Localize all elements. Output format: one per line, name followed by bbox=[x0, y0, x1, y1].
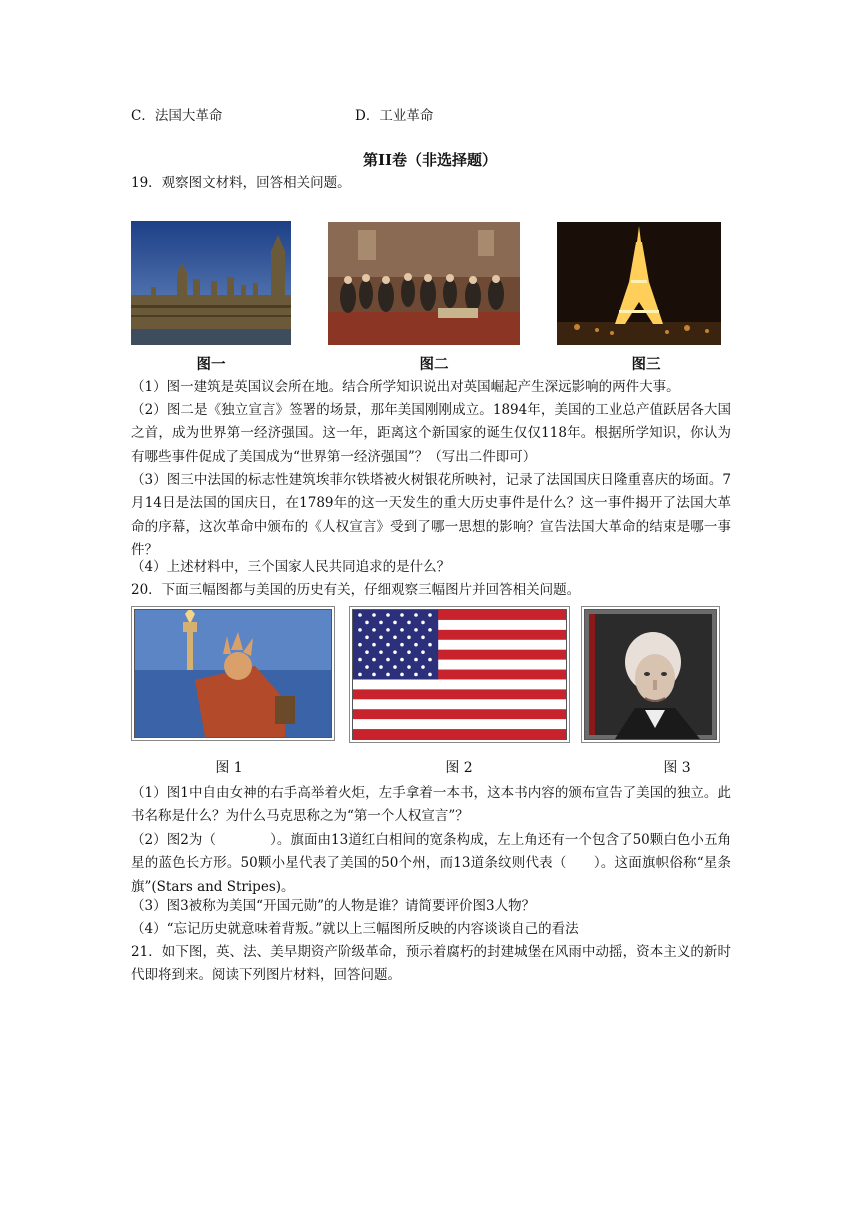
question-20-part-4: （4）“忘记历史就意味着背叛。”就以上三幅图所反映的内容谈谈自己的看法 bbox=[131, 921, 579, 937]
question-19-part-4: （4）上述材料中，三个国家人民共同追求的是什么？ bbox=[131, 559, 451, 575]
figure-caption-2: 图二 bbox=[419, 357, 449, 373]
question-20-part-1: （1）图1中自由女神的右手高举着火炬，左手拿着一本书，这本书内容的颁布宣告了美国的独立。此书名称是什么？为什么马克思称之为“第一个人权宣言”？ bbox=[131, 785, 731, 825]
question-21-stem: 21．如下图，英、法、美早期资产阶级革命，预示着腐朽的封建城堡在风雨中动摇，资本主义的新时代即将到来。阅读下列图片材料，回答问题。 bbox=[131, 944, 731, 984]
question-19-part-1: （1）图一建筑是英国议会所在地。结合所学知识说出对英国崛起产生深远影响的两件大事。 bbox=[131, 379, 680, 395]
question-20-part-2: （2）图2为（ ）。旗面由13道红白相间的宽条构成，左上角还有一个包含了50颗白色小五角星的蓝色长方形。50颗小星代表了美国的50个州，而13道条纹则代表（ ）。这面旗帜俗称“星条旗”(Stars and Stripes)。 bbox=[131, 832, 731, 895]
section-title: 第II卷（非选择题） bbox=[362, 151, 498, 169]
eiffel-tower-night-photo bbox=[557, 222, 721, 345]
option-c: C．法国大革命 bbox=[131, 108, 223, 124]
question-19-part-2: （2）图二是《独立宣言》签署的场景，那年美国刚刚成立。1894年，美国的工业总产值跃居各大国之首，成为世界第一经济强国。这一年，距离这个新国家的诞生仅仅118年。根据所学知识，你认为有哪些事件促成了美国成为“世界第一经济强国”？（写出二件即可） bbox=[131, 402, 731, 465]
declaration-signing-painting bbox=[328, 222, 520, 345]
us-flag-image bbox=[352, 609, 567, 740]
figure-caption-2: 图 2 bbox=[445, 760, 473, 776]
question-20-part-3: （3）图3被称为美国“开国元勋”的人物是谁？请简要评价图3人物？ bbox=[131, 898, 536, 914]
question-19-part-3: （3）图三中法国的标志性建筑埃菲尔铁塔被火树银花所映衬，记录了法国国庆日隆重喜庆的场面。7月14日是法国的国庆日，在1789年的这一天发生的重大历史事件是什么？这一事件揭开了法国大革命的序幕，这次革命中颁布的《人权宣言》受到了哪一思想的影响？宣告法国大革命的结束是哪一事件？ bbox=[131, 472, 731, 559]
figure-caption-1: 图一 bbox=[196, 357, 226, 373]
statue-of-liberty-photo bbox=[134, 609, 332, 738]
houses-of-parliament-photo bbox=[131, 221, 291, 345]
question-19-stem: 19．观察图文材料，回答相关问题。 bbox=[131, 175, 351, 191]
figure-caption-3: 图 3 bbox=[663, 760, 691, 776]
question-20-stem: 20．下面三幅图都与美国的历史有关，仔细观察三幅图片并回答相关问题。 bbox=[131, 582, 581, 598]
figure-caption-1: 图 1 bbox=[215, 760, 243, 776]
figure-caption-3: 图三 bbox=[631, 357, 661, 373]
option-d: D．工业革命 bbox=[355, 108, 434, 124]
george-washington-portrait bbox=[584, 609, 717, 740]
